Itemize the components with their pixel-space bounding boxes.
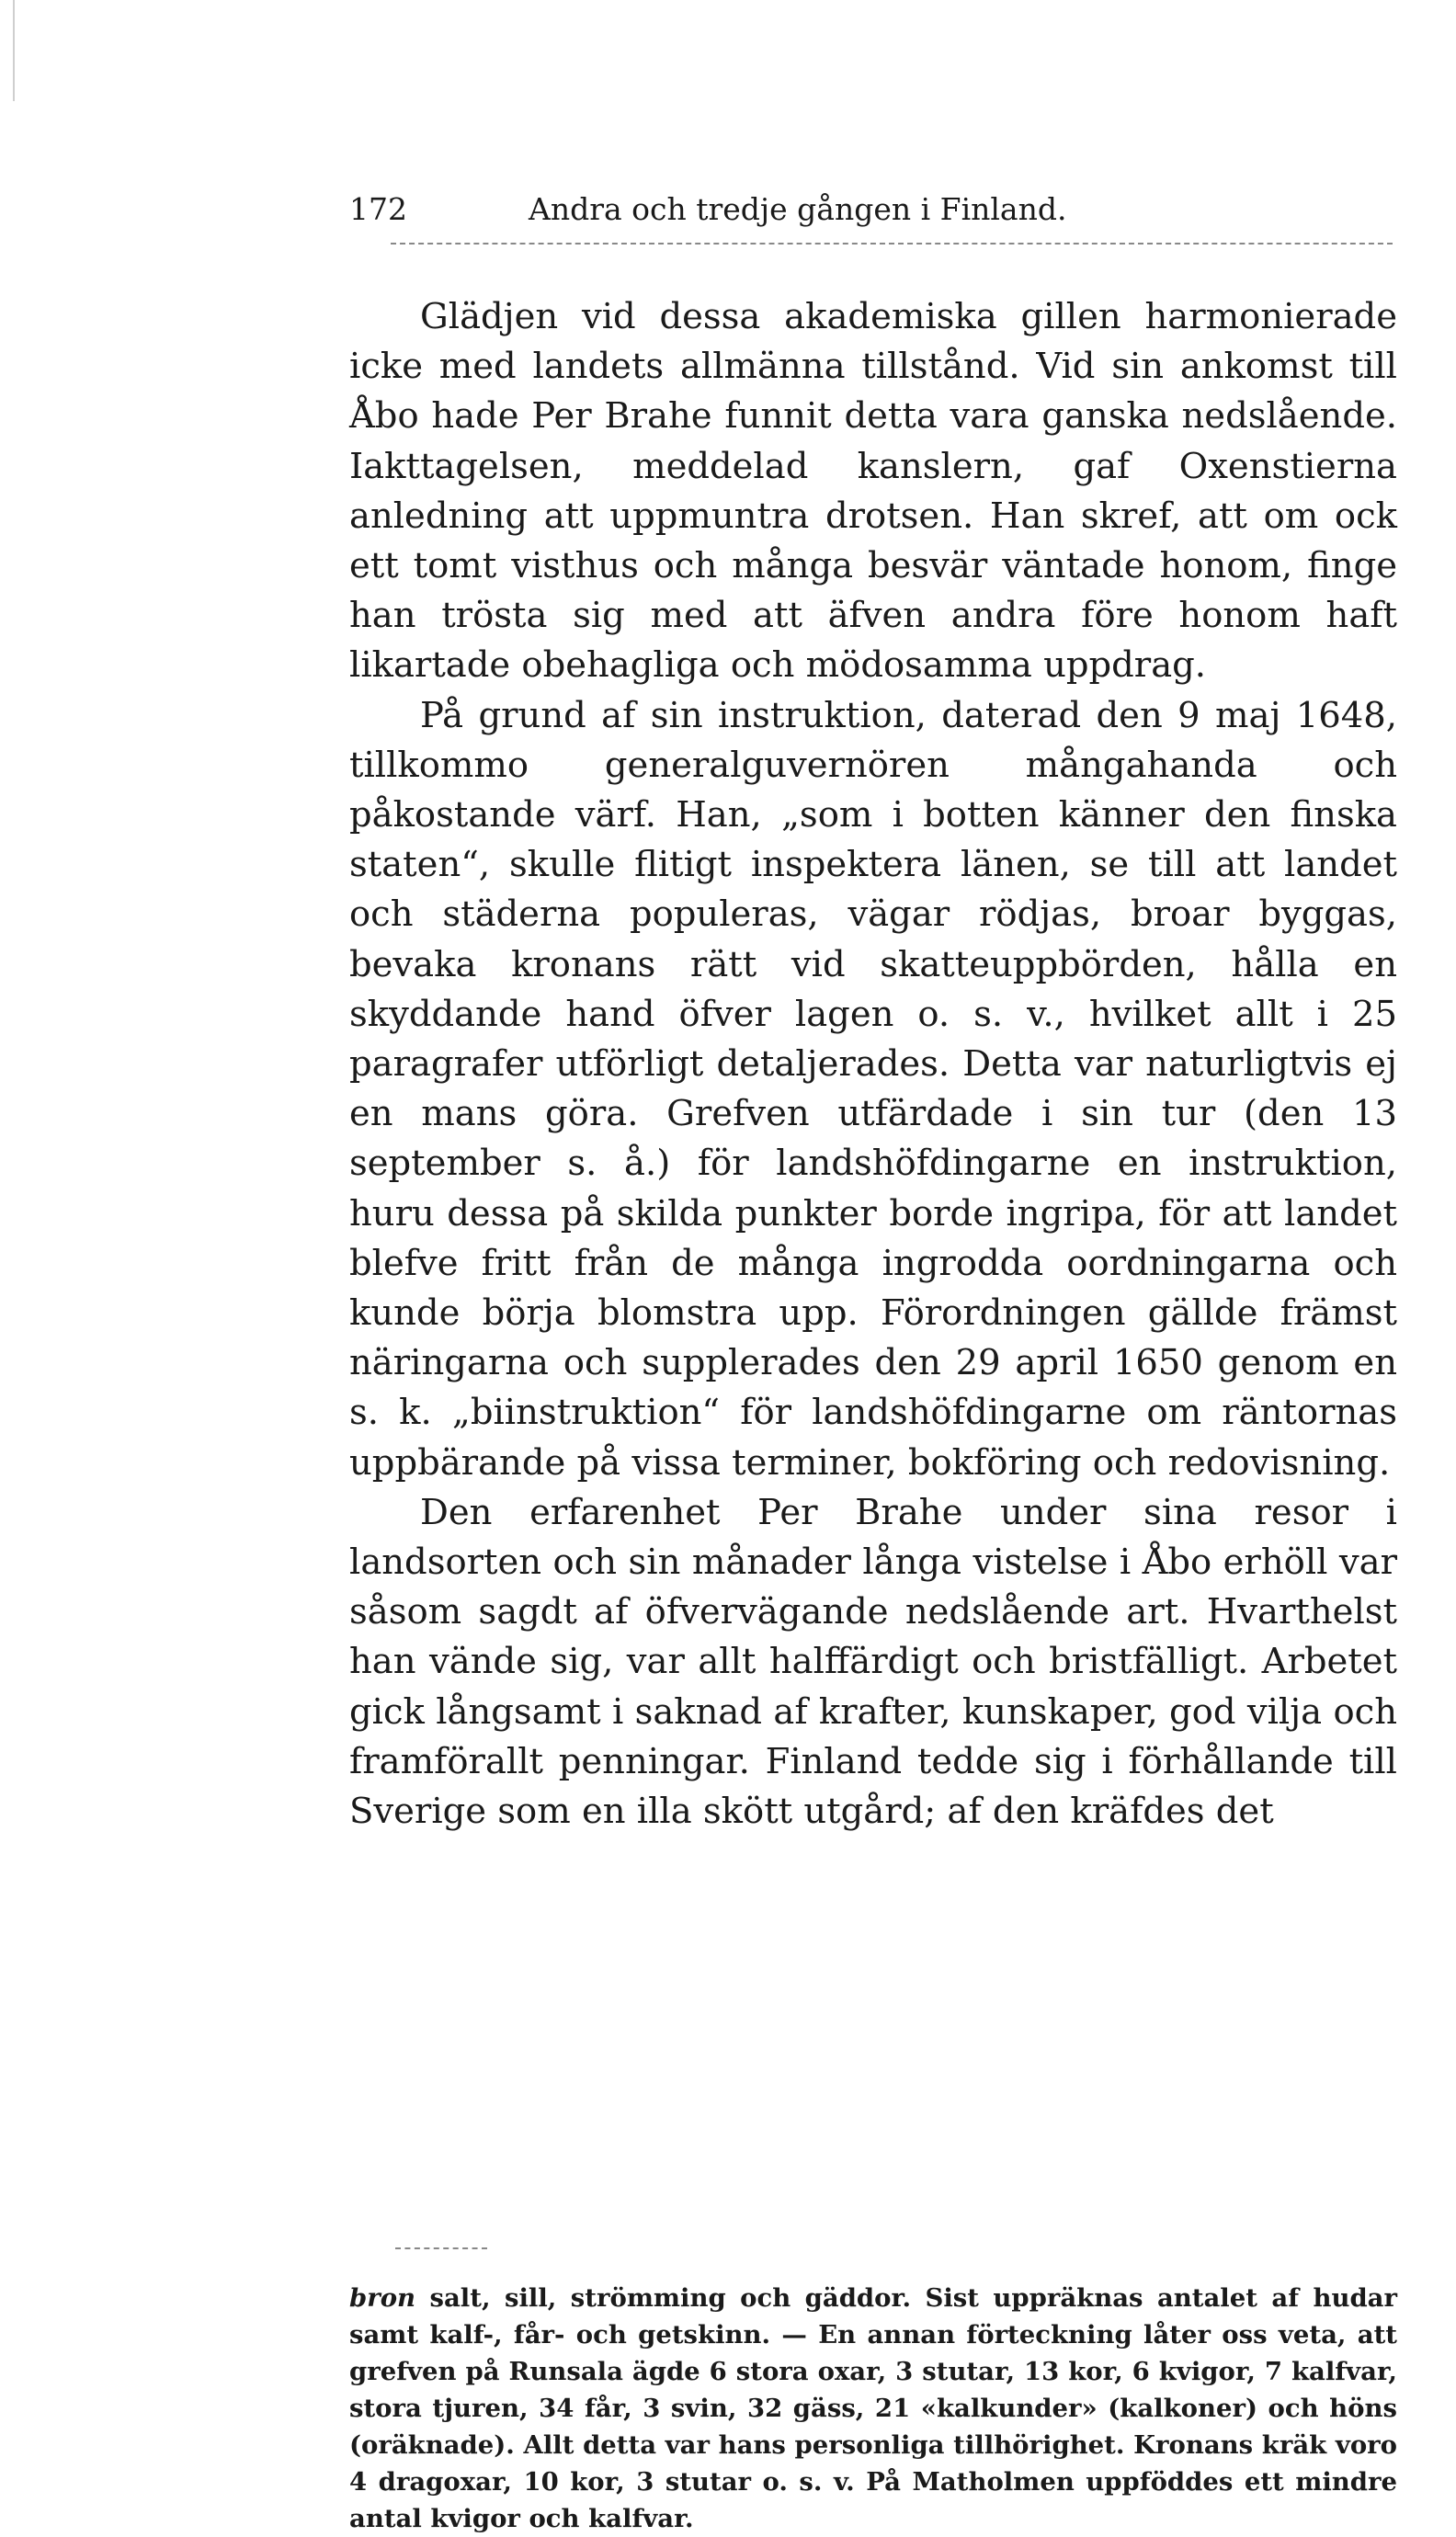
footnote-lead-word: bron (349, 2283, 416, 2313)
footnote (349, 2280, 1397, 2537)
paragraph: Glädjen vid dessa akademiska gillen harmonierade icke med landets allmänna tillstånd. Vid sin ankomst till Åbo hade Per Brahe funnit detta vara ganska nedslående. Iakttagelsen, meddelad kanslern, gaf Oxenstierna anledning att uppmuntra drotsen. Han skref, att om ock ett tomt visthus och många besvär väntade honom, finge han trösta sig med att äfven andra före honom haft likartade obehagliga och mödosamma uppdrag. (349, 296, 1397, 687)
footnote-text: salt, sill, strömming och gäddor. Sist uppräknas antalet af hudar samt kalf-, får- och getskinn. — En annan förteckning låter oss veta, att grefven på Runsala ägde 6 stora oxar, 3 stutar, 13 kor, 6 kvigor, 7 kalfvar, stora tjuren, 34 får, 3 svin, 32 gäss, 21 «kalkunder» (kalkoner) och höns (oräknade). Allt detta var hans personliga tillhörighet. Kronans kräk voro 4 dragoxar, 10 kor, 3 stutar o. s. v. På Matholmen uppföddes ett mindre antal kvigor och kalfvar. (349, 2283, 1397, 2533)
header-rule (391, 243, 1393, 245)
page-number: 172 (349, 191, 407, 227)
paragraph: På grund af sin instruktion, daterad den 9 maj 1648, tillkommo generalguvernören mångahanda och påkostande värf. Han, „som i botten känner den finska staten“, skulle flitigt inspektera länen, se till att landet och städerna populeras, vägar rödjas, broar byggas, bevaka kronans rätt vid skatteuppbörden, hålla en skyddande hand öfver lagen o. s. v., hvilket allt i 25 paragrafer utförligt detaljerades. Detta var naturligtvis ej en mans göra. Grefven utfärdade i sin tur (den 13 september s. å.) för landshöfdingarne en instruktion, huru dessa på skilda punkter borde ingripa, för att landet blefve fritt från de många ingrodda oordningarna och kunde börja blomstra upp. Förordningen gällde främst näringarna och supplerades den 29 april 1650 genom en s. k. „biinstruktion“ för landshöfdingarne om räntornas uppbärande på vissa terminer, bokföring och redovisning. (349, 694, 1397, 1484)
footnote-rule (395, 2247, 487, 2249)
footnote-paragraph (349, 2280, 1397, 2537)
body-text (349, 292, 1397, 1837)
paragraph: Den erfarenhet Per Brahe under sina resor i landsorten och sin månader långa vistelse i Åbo erhöll var såsom sagdt af öfvervägande nedslående art. Hvarthelst han vände sig, var allt halffärdigt och bristfälligt. Arbetet gick långsamt i saknad af krafter, kunskaper, god vilja och framförallt penningar. Finland tedde sig i förhållande till Sverige som en illa skött utgård; af den kräfdes det (349, 1491, 1397, 1833)
running-head (349, 189, 1397, 245)
scan-edge-mark (13, 0, 15, 101)
running-title: Andra och tredje gången i Finland. (529, 191, 1067, 227)
